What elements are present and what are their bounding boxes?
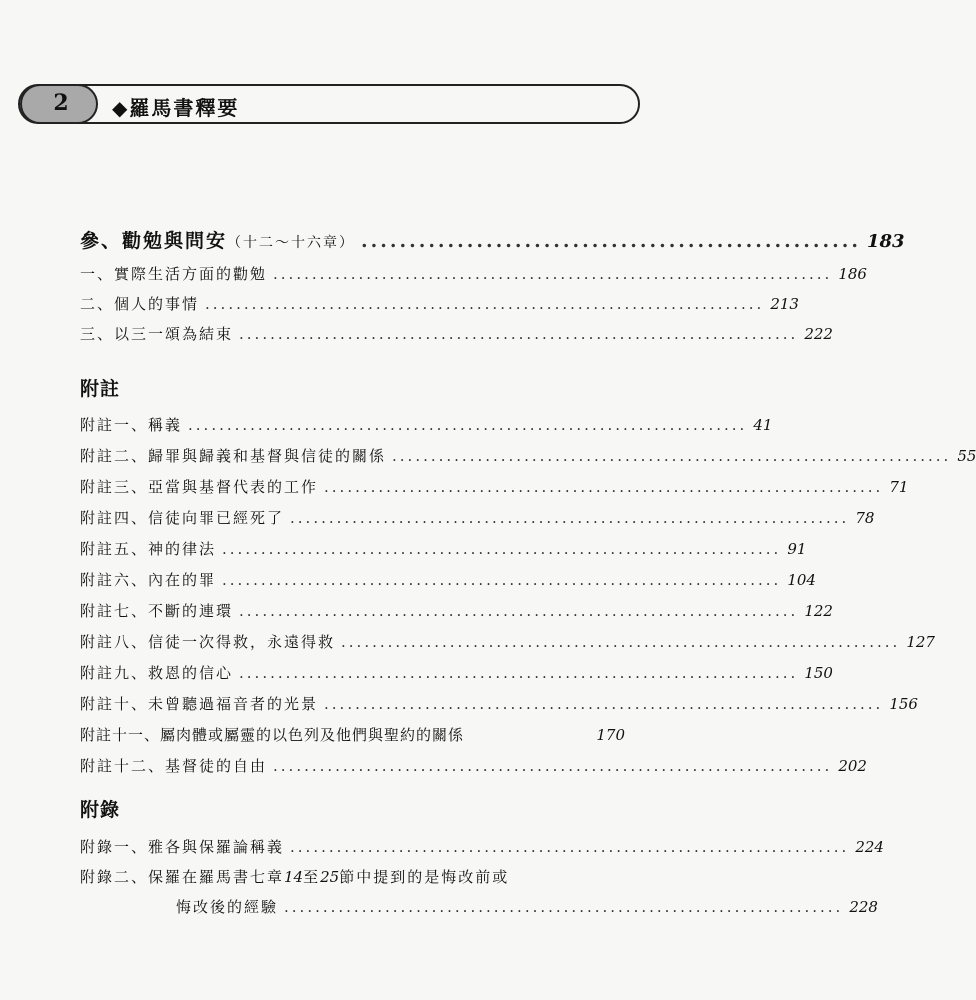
- toc-note-page: 170: [596, 726, 625, 744]
- toc-note-label: 附註一、稱義: [80, 416, 183, 434]
- toc-note-page: 104: [787, 571, 816, 589]
- toc-entry: [80, 293, 799, 319]
- leader-dots: ........................................................................: [324, 695, 884, 713]
- toc-note-label: 附註九、救恩的信心: [80, 664, 234, 682]
- toc-part3-label: [80, 226, 355, 253]
- leader-dots: ........................................................................: [290, 838, 850, 856]
- toc-note-label: 附註十、未曾聽過福音者的光景: [80, 695, 319, 713]
- toc-appendix: [80, 836, 884, 862]
- toc-appendix-page: 224: [855, 838, 884, 856]
- toc-note-page: 71: [889, 478, 909, 496]
- toc-note: [80, 631, 935, 657]
- leader-dots: ........................................................................: [324, 478, 884, 496]
- leader-dots: ........................................................................: [239, 325, 799, 343]
- leader-dots: ........................................................................: [290, 509, 850, 527]
- toc-note: [80, 445, 976, 471]
- toc-entry-label: 一、實際生活方面的勸勉: [80, 265, 268, 283]
- toc-note-label: 附註三、亞當與基督代表的工作: [80, 478, 319, 496]
- toc-appendix-page: 228: [849, 898, 878, 916]
- toc-note: [80, 476, 909, 502]
- page-number: 2: [53, 90, 69, 116]
- toc-note-page: 91: [787, 540, 807, 558]
- leader-dots: ........................................................................: [239, 602, 799, 620]
- toc-note: [80, 600, 833, 626]
- running-header: [18, 84, 640, 124]
- leader-dots: ........................................................................: [188, 416, 748, 434]
- toc-note-page: 202: [838, 757, 867, 775]
- toc-note-page: 78: [855, 509, 875, 527]
- toc-part3-title: 參、勸勉與問安: [80, 230, 228, 252]
- appendix2-num: 14: [284, 868, 304, 886]
- leader-dots: ........................................................................: [222, 571, 782, 589]
- appendix2-num: 25: [320, 868, 340, 886]
- toc-part3-paren: （十二～十六章）: [227, 235, 356, 251]
- toc-note-label: 附註六、內在的罪: [80, 571, 217, 589]
- book-title: ◆羅馬書釋要: [112, 96, 240, 120]
- toc-note: [80, 414, 773, 440]
- leader-dots: ........................................................................: [392, 447, 952, 465]
- toc-entry-page: 222: [804, 325, 833, 343]
- appendix2-text: 附錄二、保羅在羅馬書七章: [80, 868, 285, 886]
- toc-note-page: 41: [753, 416, 773, 434]
- toc-note: [80, 662, 833, 688]
- toc-part3-page: 183: [866, 231, 905, 252]
- toc-note: [80, 507, 875, 533]
- toc-note: [80, 724, 625, 750]
- toc-note: [80, 755, 867, 781]
- toc-note-page: 127: [906, 633, 935, 651]
- toc-note-label: 附註十二、基督徒的自由: [80, 757, 268, 775]
- appendix-heading: 附錄: [80, 799, 121, 821]
- leader-dots: ....................................................: [361, 230, 861, 252]
- toc-appendix-continued: [176, 896, 878, 922]
- toc-note-page: 122: [804, 602, 833, 620]
- toc-appendix: [80, 866, 625, 892]
- toc-part3: [80, 226, 905, 252]
- toc-note-label: 附註七、不斷的連環: [80, 602, 234, 620]
- toc-appendix-label: 悔改後的經驗: [176, 898, 279, 916]
- toc-note-page: 150: [804, 664, 833, 682]
- toc-note-page: 156: [889, 695, 918, 713]
- toc-entry: [80, 323, 833, 349]
- appendix2-text: 節中提到的是悔改前或: [339, 868, 510, 886]
- toc-note-label: 附註四、信徒向罪已經死了: [80, 509, 285, 527]
- toc-appendix-label: [80, 866, 509, 887]
- leader-dots: ........................................................................: [239, 664, 799, 682]
- leader-dots: ........................................................................: [341, 633, 901, 651]
- leader-dots: ........................................................................: [205, 295, 765, 313]
- toc-entry: [80, 263, 867, 289]
- toc-entry-label: 三、以三一頌為結束: [80, 325, 234, 343]
- leader-dots: ........................................................................: [273, 757, 833, 775]
- toc-entry-page: 213: [770, 295, 799, 313]
- notes-heading: 附註: [80, 378, 121, 400]
- toc-entry-label: 二、個人的事情: [80, 295, 200, 313]
- toc-note-label: 附註二、歸罪與歸義和基督與信徒的關係: [80, 447, 387, 465]
- toc-note: [80, 693, 918, 719]
- toc-note-page: 55: [957, 447, 976, 465]
- toc-note-label: 附註八、信徒一次得救，永遠得救: [80, 633, 336, 651]
- toc-appendix-label: 附錄一、雅各與保羅論稱義: [80, 838, 285, 856]
- leader-dots: ........................................................................: [222, 540, 782, 558]
- leader-dots: ........................................................................: [284, 898, 844, 916]
- page-number-badge: [20, 84, 98, 124]
- toc-note-label: 附註五、神的律法: [80, 540, 217, 558]
- toc-entry-page: 186: [838, 265, 867, 283]
- toc-note-label: 附註十一、屬肉體或屬靈的以色列及他們與聖約的關係: [80, 726, 465, 744]
- appendix2-text: 至: [303, 868, 321, 886]
- toc-note: [80, 538, 807, 564]
- toc-note: [80, 569, 816, 595]
- leader-dots: ........................................................................: [273, 265, 833, 283]
